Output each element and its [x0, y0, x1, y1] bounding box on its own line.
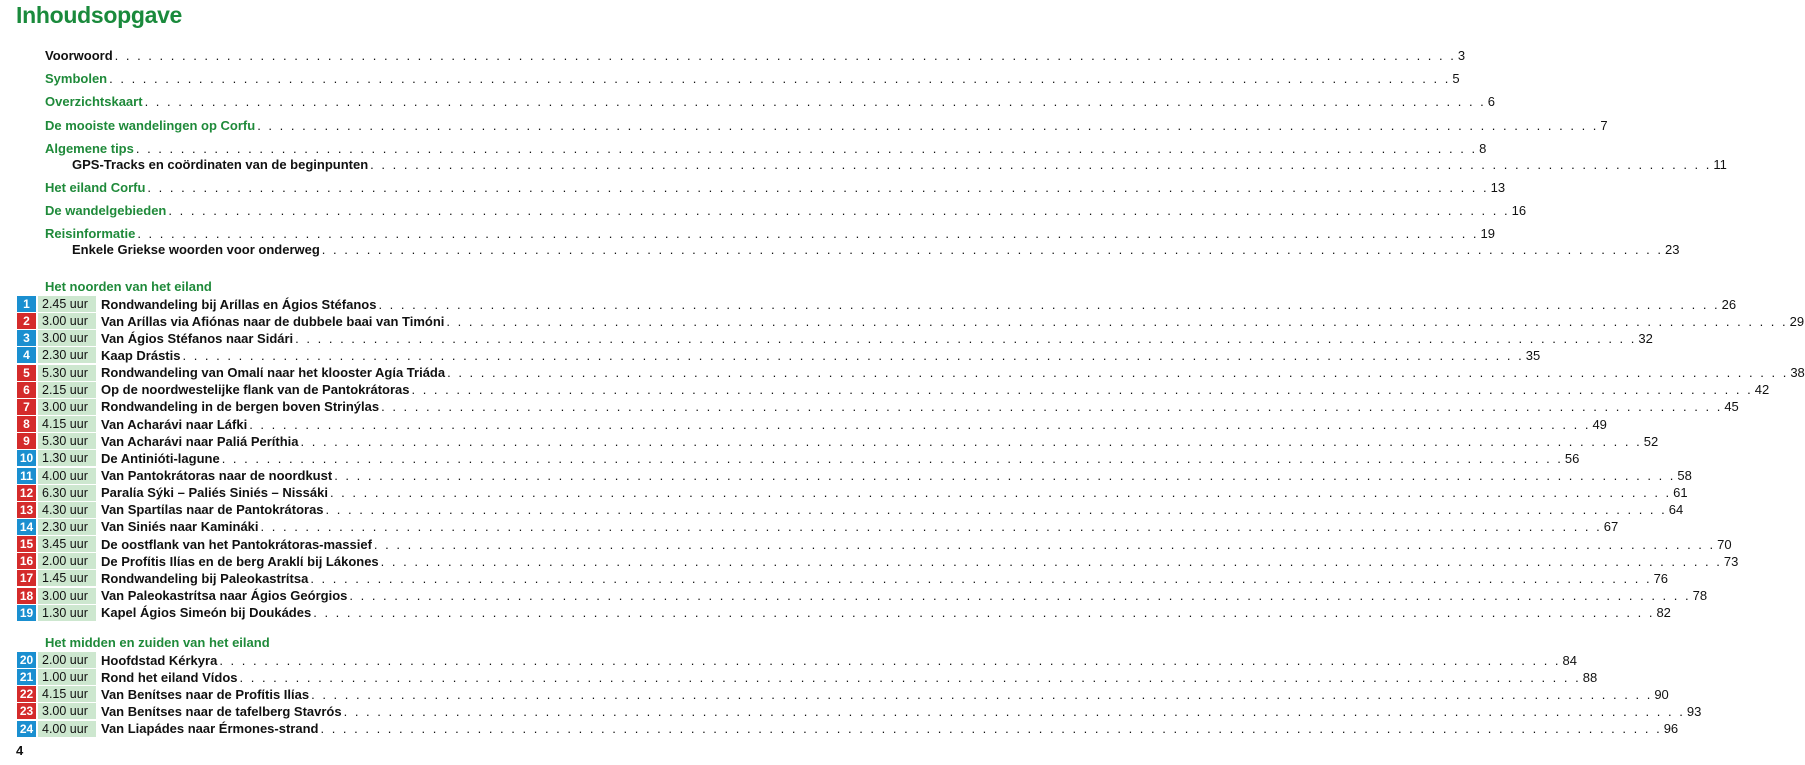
- route-number-badge: 21: [17, 669, 36, 685]
- route-duration: 1.00 uur: [38, 669, 96, 685]
- leader-dots: . . . . . . . . . . . . . . . . . . . . . . . . . . . . . . . . . . . . . . . . . . . . . . . . . . . . . . . . . . . . . . . . . . . . . . . . . . . . . . . . . . . . . . . . . . . . . . . . . . . . . . . . . . . . . . . . . . . . . . . .: [373, 536, 1716, 552]
- route-title: Van Arίllas via Afiónas naar de dubbele baai van Timóni: [101, 313, 445, 329]
- route-title: Van Benίtses naar de tafelberg Stavrós: [101, 703, 342, 719]
- route-number-badge: 11: [17, 468, 36, 484]
- route-duration: 5.30 uur: [38, 365, 96, 381]
- route-page: 61: [1673, 485, 1688, 501]
- route-title: Van Benίtses naar de Profίtis Ilίas: [101, 686, 310, 702]
- route-row[interactable]: [17, 312, 1805, 330]
- toc-entry[interactable]: [45, 225, 1496, 241]
- toc-entry-label: De wandelgebieden: [45, 203, 167, 218]
- route-duration: 3.00 uur: [38, 588, 96, 604]
- route-title: Hoofdstad Kérkyra: [101, 652, 218, 668]
- route-row[interactable]: [17, 720, 1679, 738]
- route-number-badge: 10: [17, 450, 36, 466]
- toc-entry-page: 11: [1713, 157, 1727, 172]
- route-row[interactable]: [17, 569, 1669, 587]
- leader-dots: . . . . . . . . . . . . . . . . . . . . . . . . . . . . . . . . . . . . . . . . . . . . . . . . . . . . . . . . . . . . . . . . . . . . . . . . . . . . . . . . . . . . . . . . . . . . . . . . . . . . . . . . . . . . . . . . . . . . . . . .: [137, 226, 1479, 241]
- route-row[interactable]: [17, 552, 1739, 570]
- leader-dots: . . . . . . . . . . . . . . . . . . . . . . . . . . . . . . . . . . . . . . . . . . . . . . . . . . . . . . . . . . . . . . . . . . . . . . . . . . . . . . . . . . . . . . . . . . . . . . . . . . . . . . . . . . . . . . . . . . . . . . . .: [182, 347, 1524, 363]
- route-page: 32: [1638, 330, 1653, 346]
- toc-entry-label: De mooiste wandelingen op Corfu: [45, 118, 256, 133]
- leader-dots: . . . . . . . . . . . . . . . . . . . . . . . . . . . . . . . . . . . . . . . . . . . . . . . . . . . . . . . . . . . . . . . . . . . . . . . . . . . . . . . . . . . . . . . . . . . . . . . . . . . . . . . . . . . . . . . . . . . . . . . .: [219, 652, 1561, 668]
- section-title: Het noorden van het eiland: [45, 279, 212, 294]
- leader-dots: . . . . . . . . . . . . . . . . . . . . . . . . . . . . . . . . . . . . . . . . . . . . . . . . . . . . . . . . . . . . . . . . . . . . . . . . . . . . . . . . . . . . . . . . . . . . . . . . . . . . . . . . . . . . . . . . . . . . . . . .: [310, 570, 1652, 586]
- toc-entry[interactable]: [45, 93, 1496, 109]
- toc-entry[interactable]: [45, 70, 1460, 86]
- route-page: 76: [1653, 570, 1669, 586]
- route-row[interactable]: [17, 587, 1708, 605]
- route-title: Paralίa Sýki – Paliés Siniés – Nissáki: [101, 485, 328, 501]
- route-duration: 2.15 uur: [38, 382, 96, 398]
- leader-dots: . . . . . . . . . . . . . . . . . . . . . . . . . . . . . . . . . . . . . . . . . . . . . . . . . . . . . . . . . . . . . . . . . . . . . . . . . . . . . . . . . . . . . . . . . . . . . . . . . . . . . . . . . . . . . . . . . . . . . . . .: [370, 157, 1712, 172]
- route-number-badge: 18: [17, 588, 36, 604]
- leader-dots: . . . . . . . . . . . . . . . . . . . . . . . . . . . . . . . . . . . . . . . . . . . . . . . . . . . . . . . . . . . . . . . . . . . . . . . . . . . . . . . . . . . . . . . . . . . . . . . . . . . . . . . . . . . . . . . . . . . . . . . .: [221, 450, 1563, 466]
- route-title: Van Liapádes naar Érmones-strand: [101, 721, 319, 737]
- toc-entry[interactable]: [45, 47, 1466, 63]
- route-number-badge: 16: [17, 553, 36, 569]
- route-page: 38: [1790, 365, 1805, 381]
- route-page: 64: [1668, 502, 1684, 518]
- toc-entry[interactable]: [45, 179, 1506, 195]
- toc-entry-page: 8: [1479, 141, 1487, 156]
- route-page: 49: [1592, 416, 1607, 432]
- leader-dots: . . . . . . . . . . . . . . . . . . . . . . . . . . . . . . . . . . . . . . . . . . . . . . . . . . . . . . . . . . . . . . . . . . . . . . . . . . . . . . . . . . . . . . . . . . . . . . . . . . . . . . . . . . . . . . . . . . . . . . . .: [380, 553, 1722, 569]
- route-row[interactable]: [17, 484, 1688, 502]
- toc-entry-page: 5: [1452, 71, 1460, 86]
- route-title: Op de noordwestelijke flank van de Pantokrátoras: [101, 382, 410, 398]
- route-page: 90: [1654, 686, 1669, 702]
- route-row[interactable]: [17, 467, 1692, 485]
- route-number-badge: 8: [17, 416, 36, 432]
- route-row[interactable]: [17, 685, 1669, 703]
- leader-dots: . . . . . . . . . . . . . . . . . . . . . . . . . . . . . . . . . . . . . . . . . . . . . . . . . . . . . . . . . . . . . . . . . . . . . . . . . . . . . . . . . . . . . . . . . . . . . . . . . . . . . . . . . . . . . . . . . . . . . . . .: [381, 399, 1723, 415]
- route-number-badge: 14: [17, 519, 36, 535]
- toc-entry[interactable]: [45, 117, 1608, 133]
- route-duration: 3.00 uur: [38, 330, 96, 346]
- route-title: De Profίtis Ilίas en de berg Araklί bij Lákones: [101, 553, 379, 569]
- leader-dots: . . . . . . . . . . . . . . . . . . . . . . . . . . . . . . . . . . . . . . . . . . . . . . . . . . . . . . . . . . . . . . . . . . . . . . . . . . . . . . . . . . . . . . . . . . . . . . . . . . . . . . . . . . . . . . . . . . . . . . . .: [257, 118, 1599, 133]
- toc-entry[interactable]: [72, 241, 1680, 257]
- route-page: 70: [1717, 536, 1732, 552]
- leader-dots: . . . . . . . . . . . . . . . . . . . . . . . . . . . . . . . . . . . . . . . . . . . . . . . . . . . . . . . . . . . . . . . . . . . . . . . . . . . . . . . . . . . . . . . . . . . . . . . . . . . . . . . . . . . . . . . . . . . . . . . .: [313, 605, 1655, 621]
- route-duration: 5.30 uur: [38, 433, 96, 449]
- toc-entry-page: 7: [1600, 118, 1608, 133]
- route-number-badge: 22: [17, 686, 36, 702]
- route-page: 67: [1603, 519, 1619, 535]
- leader-dots: . . . . . . . . . . . . . . . . . . . . . . . . . . . . . . . . . . . . . . . . . . . . . . . . . . . . . . . . . . . . . . . . . . . . . . . . . . . . . . . . . . . . . . . . . . . . . . . . . . . . . . . . . . . . . . . . . . . . . . . .: [300, 433, 1642, 449]
- toc-entry-page: 13: [1490, 180, 1506, 195]
- leader-dots: . . . . . . . . . . . . . . . . . . . . . . . . . . . . . . . . . . . . . . . . . . . . . . . . . . . . . . . . . . . . . . . . . . . . . . . . . . . . . . . . . . . . . . . . . . . . . . . . . . . . . . . . . . . . . . . . . . . . . . . .: [109, 71, 1451, 86]
- route-title: Kapel Ágios Simeón bij Doukádes: [101, 605, 312, 621]
- route-number-badge: 12: [17, 485, 36, 501]
- route-row[interactable]: [17, 329, 1653, 347]
- route-row[interactable]: [17, 432, 1659, 450]
- route-duration: 2.00 uur: [38, 553, 96, 569]
- route-row[interactable]: [17, 449, 1580, 467]
- route-page: 73: [1723, 553, 1739, 569]
- route-duration: 3.00 uur: [38, 399, 96, 415]
- route-number-badge: 19: [17, 605, 36, 621]
- route-page: 88: [1582, 669, 1598, 685]
- route-number-badge: 5: [17, 365, 36, 381]
- route-page: 35: [1525, 347, 1541, 363]
- leader-dots: . . . . . . . . . . . . . . . . . . . . . . . . . . . . . . . . . . . . . . . . . . . . . . . . . . . . . . . . . . . . . . . . . . . . . . . . . . . . . . . . . . . . . . . . . . . . . . . . . . . . . . . . . . . . . . . . . . . . . . . .: [446, 313, 1788, 329]
- route-title: Van Siniés naar Kamináki: [101, 519, 259, 535]
- route-duration: 2.30 uur: [38, 519, 96, 535]
- route-title: Van Spartίlas naar de Pantokrátoras: [101, 502, 324, 518]
- toc-entry-label: Het eiland Corfu: [45, 180, 146, 195]
- leader-dots: . . . . . . . . . . . . . . . . . . . . . . . . . . . . . . . . . . . . . . . . . . . . . . . . . . . . . . . . . . . . . . . . . . . . . . . . . . . . . . . . . . . . . . . . . . . . . . . . . . . . . . . . . . . . . . . . . . . . . . . .: [329, 485, 1672, 501]
- route-title: De Antinióti-lagune: [101, 450, 220, 466]
- page-title: Inhoudsopgave: [16, 2, 183, 28]
- toc-entry-label: Overzichtskaart: [45, 94, 143, 109]
- leader-dots: . . . . . . . . . . . . . . . . . . . . . . . . . . . . . . . . . . . . . . . . . . . . . . . . . . . . . . . . . . . . . . . . . . . . . . . . . . . . . . . . . . . . . . . . . . . . . . . . . . . . . . . . . . . . . . . . . . . . . . . .: [321, 242, 1664, 257]
- route-duration: 4.00 uur: [38, 468, 96, 484]
- route-number-badge: 1: [17, 296, 36, 312]
- route-number-badge: 13: [17, 502, 36, 518]
- leader-dots: . . . . . . . . . . . . . . . . . . . . . . . . . . . . . . . . . . . . . . . . . . . . . . . . . . . . . . . . . . . . . . . . . . . . . . . . . . . . . . . . . . . . . . . . . . . . . . . . . . . . . . . . . . . . . . . . . . . . . . . .: [260, 519, 1602, 535]
- route-title: Van Ágios Stéfanos naar Sidári: [101, 330, 294, 346]
- route-title: Van Acharávi naar Láfki: [101, 416, 248, 432]
- route-page: 93: [1686, 703, 1702, 719]
- route-row[interactable]: [17, 518, 1619, 536]
- route-row[interactable]: [17, 398, 1739, 416]
- toc-entry-page: 3: [1457, 48, 1466, 63]
- route-duration: 1.30 uur: [38, 605, 96, 621]
- route-row[interactable]: [17, 651, 1578, 669]
- route-number-badge: 7: [17, 399, 36, 415]
- route-title: Kaap Drástis: [101, 347, 181, 363]
- route-duration: 4.15 uur: [38, 686, 96, 702]
- route-row[interactable]: [17, 501, 1684, 519]
- route-title: Van Paleokastrίtsa naar Ágios Geórgios: [101, 588, 348, 604]
- toc-entry-label: Algemene tips: [45, 141, 134, 156]
- leader-dots: . . . . . . . . . . . . . . . . . . . . . . . . . . . . . . . . . . . . . . . . . . . . . . . . . . . . . . . . . . . . . . . . . . . . . . . . . . . . . . . . . . . . . . . . . . . . . . . . . . . . . . . . . . . . . . . . . . . . . . . .: [295, 330, 1637, 346]
- route-number-badge: 3: [17, 330, 36, 346]
- route-page: 84: [1562, 652, 1578, 668]
- toc-entry[interactable]: [45, 140, 1487, 156]
- route-title: Rondwandeling bij Arίllas en Ágios Stéfanos: [101, 296, 377, 312]
- route-duration: 2.30 uur: [38, 347, 96, 363]
- route-number-badge: 23: [17, 703, 36, 719]
- route-row[interactable]: [17, 364, 1805, 382]
- leader-dots: . . . . . . . . . . . . . . . . . . . . . . . . . . . . . . . . . . . . . . . . . . . . . . . . . . . . . . . . . . . . . . . . . . . . . . . . . . . . . . . . . . . . . . . . . . . . . . . . . . . . . . . . . . . . . . . . . . . . . . . .: [320, 721, 1662, 737]
- leader-dots: . . . . . . . . . . . . . . . . . . . . . . . . . . . . . . . . . . . . . . . . . . . . . . . . . . . . . . . . . . . . . . . . . . . . . . . . . . . . . . . . . . . . . . . . . . . . . . . . . . . . . . . . . . . . . . . . . . . . . . . .: [311, 686, 1653, 702]
- leader-dots: . . . . . . . . . . . . . . . . . . . . . . . . . . . . . . . . . . . . . . . . . . . . . . . . . . . . . . . . . . . . . . . . . . . . . . . . . . . . . . . . . . . . . . . . . . . . . . . . . . . . . . . . . . . . . . . . . . . . . . . .: [144, 94, 1486, 109]
- route-number-badge: 15: [17, 536, 36, 552]
- route-number-badge: 4: [17, 347, 36, 363]
- route-title: Van Pantokrátoras naar de noordkust: [101, 468, 333, 483]
- route-page: 56: [1564, 450, 1580, 466]
- leader-dots: . . . . . . . . . . . . . . . . . . . . . . . . . . . . . . . . . . . . . . . . . . . . . . . . . . . . . . . . . . . . . . . . . . . . . . . . . . . . . . . . . . . . . . . . . . . . . . . . . . . . . . . . . . . . . . . . . . . . . . . .: [447, 365, 1789, 381]
- route-page: 26: [1721, 296, 1737, 312]
- route-duration: 3.00 uur: [38, 703, 96, 719]
- route-duration: 1.45 uur: [38, 570, 96, 586]
- leader-dots: . . . . . . . . . . . . . . . . . . . . . . . . . . . . . . . . . . . . . . . . . . . . . . . . . . . . . . . . . . . . . . . . . . . . . . . . . . . . . . . . . . . . . . . . . . . . . . . . . . . . . . . . . . . . . . . . . . . . . . . .: [349, 588, 1691, 604]
- route-duration: 3.45 uur: [38, 536, 96, 552]
- route-duration: 4.30 uur: [38, 502, 96, 518]
- toc-entry-label: Enkele Griekse woorden voor onderweg: [72, 242, 320, 257]
- route-number-badge: 9: [17, 433, 36, 449]
- route-page: 82: [1656, 605, 1671, 621]
- route-duration: 3.00 uur: [38, 313, 96, 329]
- route-page: 52: [1643, 433, 1659, 449]
- route-duration: 4.00 uur: [38, 721, 96, 737]
- route-duration: 2.00 uur: [38, 652, 96, 668]
- toc-entry-label: Reisinformatie: [45, 226, 136, 241]
- route-duration: 6.30 uur: [38, 485, 96, 501]
- route-row[interactable]: [17, 535, 1732, 553]
- toc-entry-label: GPS-Tracks en coördinaten van de beginpunten: [72, 157, 369, 172]
- route-row[interactable]: [17, 381, 1770, 399]
- leader-dots: . . . . . . . . . . . . . . . . . . . . . . . . . . . . . . . . . . . . . . . . . . . . . . . . . . . . . . . . . . . . . . . . . . . . . . . . . . . . . . . . . . . . . . . . . . . . . . . . . . . . . . . . . . . . . . . . . . . . . . . .: [343, 703, 1685, 719]
- page-number: 4: [16, 743, 24, 758]
- route-title: Rondwandeling bij Paleokastrίtsa: [101, 570, 309, 586]
- route-row[interactable]: [17, 668, 1598, 686]
- toc-entry-page: 16: [1511, 203, 1527, 218]
- leader-dots: . . . . . . . . . . . . . . . . . . . . . . . . . . . . . . . . . . . . . . . . . . . . . . . . . . . . . . . . . . . . . . . . . . . . . . . . . . . . . . . . . . . . . . . . . . . . . . . . . . . . . . . . . . . . . . . . . . . . . . . .: [378, 296, 1720, 312]
- leader-dots: . . . . . . . . . . . . . . . . . . . . . . . . . . . . . . . . . . . . . . . . . . . . . . . . . . . . . . . . . . . . . . . . . . . . . . . . . . . . . . . . . . . . . . . . . . . . . . . . . . . . . . . . . . . . . . . . . . . . . . . .: [334, 468, 1676, 483]
- route-page: 29: [1789, 313, 1805, 329]
- route-duration: 4.15 uur: [38, 416, 96, 432]
- leader-dots: . . . . . . . . . . . . . . . . . . . . . . . . . . . . . . . . . . . . . . . . . . . . . . . . . . . . . . . . . . . . . . . . . . . . . . . . . . . . . . . . . . . . . . . . . . . . . . . . . . . . . . . . . . . . . . . . . . . . . . . .: [135, 141, 1478, 156]
- toc-entry[interactable]: [45, 202, 1527, 218]
- route-title: De oostflank van het Pantokrátoras-massief: [101, 536, 372, 552]
- route-title: Rond het eiland Vίdos: [101, 669, 238, 685]
- route-row[interactable]: [17, 604, 1671, 622]
- toc-entry-label: Symbolen: [45, 71, 108, 86]
- leader-dots: . . . . . . . . . . . . . . . . . . . . . . . . . . . . . . . . . . . . . . . . . . . . . . . . . . . . . . . . . . . . . . . . . . . . . . . . . . . . . . . . . . . . . . . . . . . . . . . . . . . . . . . . . . . . . . . . . . . . . . . .: [411, 382, 1753, 398]
- route-number-badge: 2: [17, 313, 36, 329]
- route-row[interactable]: [17, 702, 1702, 720]
- route-page: 45: [1724, 399, 1739, 415]
- toc-entry-label: Voorwoord: [45, 48, 113, 63]
- route-number-badge: 6: [17, 382, 36, 398]
- leader-dots: . . . . . . . . . . . . . . . . . . . . . . . . . . . . . . . . . . . . . . . . . . . . . . . . . . . . . . . . . . . . . . . . . . . . . . . . . . . . . . . . . . . . . . . . . . . . . . . . . . . . . . . . . . . . . . . . . . . . . . . .: [325, 502, 1667, 518]
- route-row[interactable]: [17, 295, 1737, 313]
- route-page: 78: [1692, 588, 1708, 604]
- toc-entry[interactable]: [72, 156, 1727, 172]
- route-page: 42: [1754, 382, 1770, 398]
- route-page: 96: [1663, 721, 1679, 737]
- route-row[interactable]: [17, 346, 1541, 364]
- leader-dots: . . . . . . . . . . . . . . . . . . . . . . . . . . . . . . . . . . . . . . . . . . . . . . . . . . . . . . . . . . . . . . . . . . . . . . . . . . . . . . . . . . . . . . . . . . . . . . . . . . . . . . . . . . . . . . . . . . . . . . . .: [239, 669, 1581, 685]
- route-row[interactable]: [17, 415, 1607, 433]
- route-title: Rondwandeling in de bergen boven Strinýlas: [101, 399, 380, 415]
- route-number-badge: 20: [17, 652, 36, 668]
- route-page: 58: [1677, 468, 1692, 483]
- section-title: Het midden en zuiden van het eiland: [45, 635, 270, 650]
- route-number-badge: 24: [17, 721, 36, 737]
- route-title: Rondwandeling van Omalί naar het klooster Agίa Triáda: [101, 365, 446, 381]
- route-duration: 1.30 uur: [38, 450, 96, 466]
- toc-entry-page: 6: [1487, 94, 1496, 109]
- route-title: Van Acharávi naar Paliá Períthia: [101, 433, 299, 449]
- toc-entry-page: 19: [1480, 226, 1496, 241]
- route-duration: 2.45 uur: [38, 296, 96, 312]
- leader-dots: . . . . . . . . . . . . . . . . . . . . . . . . . . . . . . . . . . . . . . . . . . . . . . . . . . . . . . . . . . . . . . . . . . . . . . . . . . . . . . . . . . . . . . . . . . . . . . . . . . . . . . . . . . . . . . . . . . . . . . . .: [168, 203, 1510, 218]
- toc-entry-page: 23: [1665, 242, 1680, 257]
- route-number-badge: 17: [17, 570, 36, 586]
- leader-dots: . . . . . . . . . . . . . . . . . . . . . . . . . . . . . . . . . . . . . . . . . . . . . . . . . . . . . . . . . . . . . . . . . . . . . . . . . . . . . . . . . . . . . . . . . . . . . . . . . . . . . . . . . . . . . . . . . . . . . . . .: [147, 180, 1489, 195]
- leader-dots: . . . . . . . . . . . . . . . . . . . . . . . . . . . . . . . . . . . . . . . . . . . . . . . . . . . . . . . . . . . . . . . . . . . . . . . . . . . . . . . . . . . . . . . . . . . . . . . . . . . . . . . . . . . . . . . . . . . . . . . .: [114, 48, 1456, 63]
- leader-dots: . . . . . . . . . . . . . . . . . . . . . . . . . . . . . . . . . . . . . . . . . . . . . . . . . . . . . . . . . . . . . . . . . . . . . . . . . . . . . . . . . . . . . . . . . . . . . . . . . . . . . . . . . . . . . . . . . . . . . . . .: [249, 416, 1591, 432]
